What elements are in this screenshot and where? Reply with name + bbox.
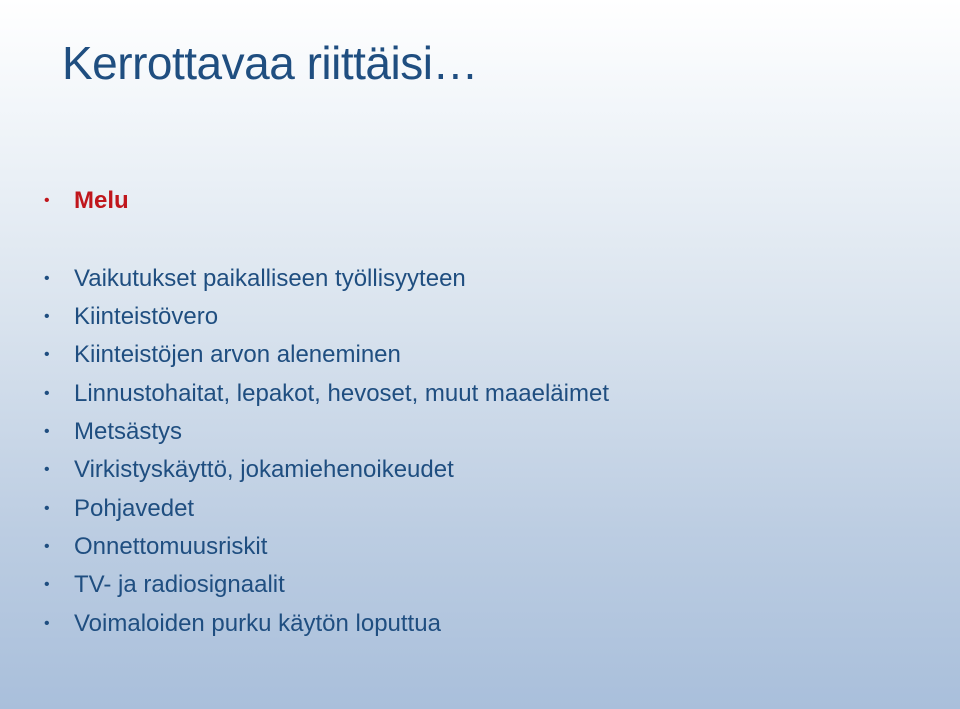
bullet-item xyxy=(44,570,285,600)
bullet-icon: • xyxy=(44,192,50,209)
bullet-item xyxy=(44,340,401,370)
bullet-item xyxy=(44,379,609,409)
bullet-text: Kiinteistövero xyxy=(74,303,219,330)
bullet-icon: • xyxy=(44,385,50,402)
bullet-icon: • xyxy=(44,461,50,478)
bullet-text: Metsästys xyxy=(74,418,183,445)
bullet-text: Linnustohaitat, lepakot, hevoset, muut maaeläimet xyxy=(74,380,609,407)
bullet-item xyxy=(44,609,441,639)
bullet-item xyxy=(44,302,218,332)
bullet-icon: • xyxy=(44,576,50,593)
bullet-icon: • xyxy=(44,615,50,632)
bullet-icon: • xyxy=(44,423,50,440)
bullet-text: Kiinteistöjen arvon aleneminen xyxy=(74,341,401,368)
bullet-icon: • xyxy=(44,538,50,555)
bullet-text: TV- ja radiosignaalit xyxy=(74,571,285,598)
bullet-icon: • xyxy=(44,308,50,325)
bullet-text: Pohjavedet xyxy=(74,495,195,522)
bullet-item xyxy=(44,532,267,562)
slide-title: Kerrottavaa riittäisi… xyxy=(62,37,478,89)
bullet-icon: • xyxy=(44,270,50,287)
bullet-text: Onnettomuusriskit xyxy=(74,533,268,560)
bullet-item-highlight xyxy=(44,186,129,216)
bullet-item xyxy=(44,417,182,447)
bullet-item xyxy=(44,494,194,524)
bullet-text-highlight: Melu xyxy=(74,187,129,214)
bullet-item xyxy=(44,264,466,294)
bullet-text: Voimaloiden purku käytön loputtua xyxy=(74,610,441,637)
bullet-icon: • xyxy=(44,346,50,363)
bullet-item xyxy=(44,455,454,485)
bullet-text: Virkistyskäyttö, jokamiehenoikeudet xyxy=(74,456,454,483)
bullet-icon: • xyxy=(44,500,50,517)
bullet-text: Vaikutukset paikalliseen työllisyyteen xyxy=(74,265,466,292)
